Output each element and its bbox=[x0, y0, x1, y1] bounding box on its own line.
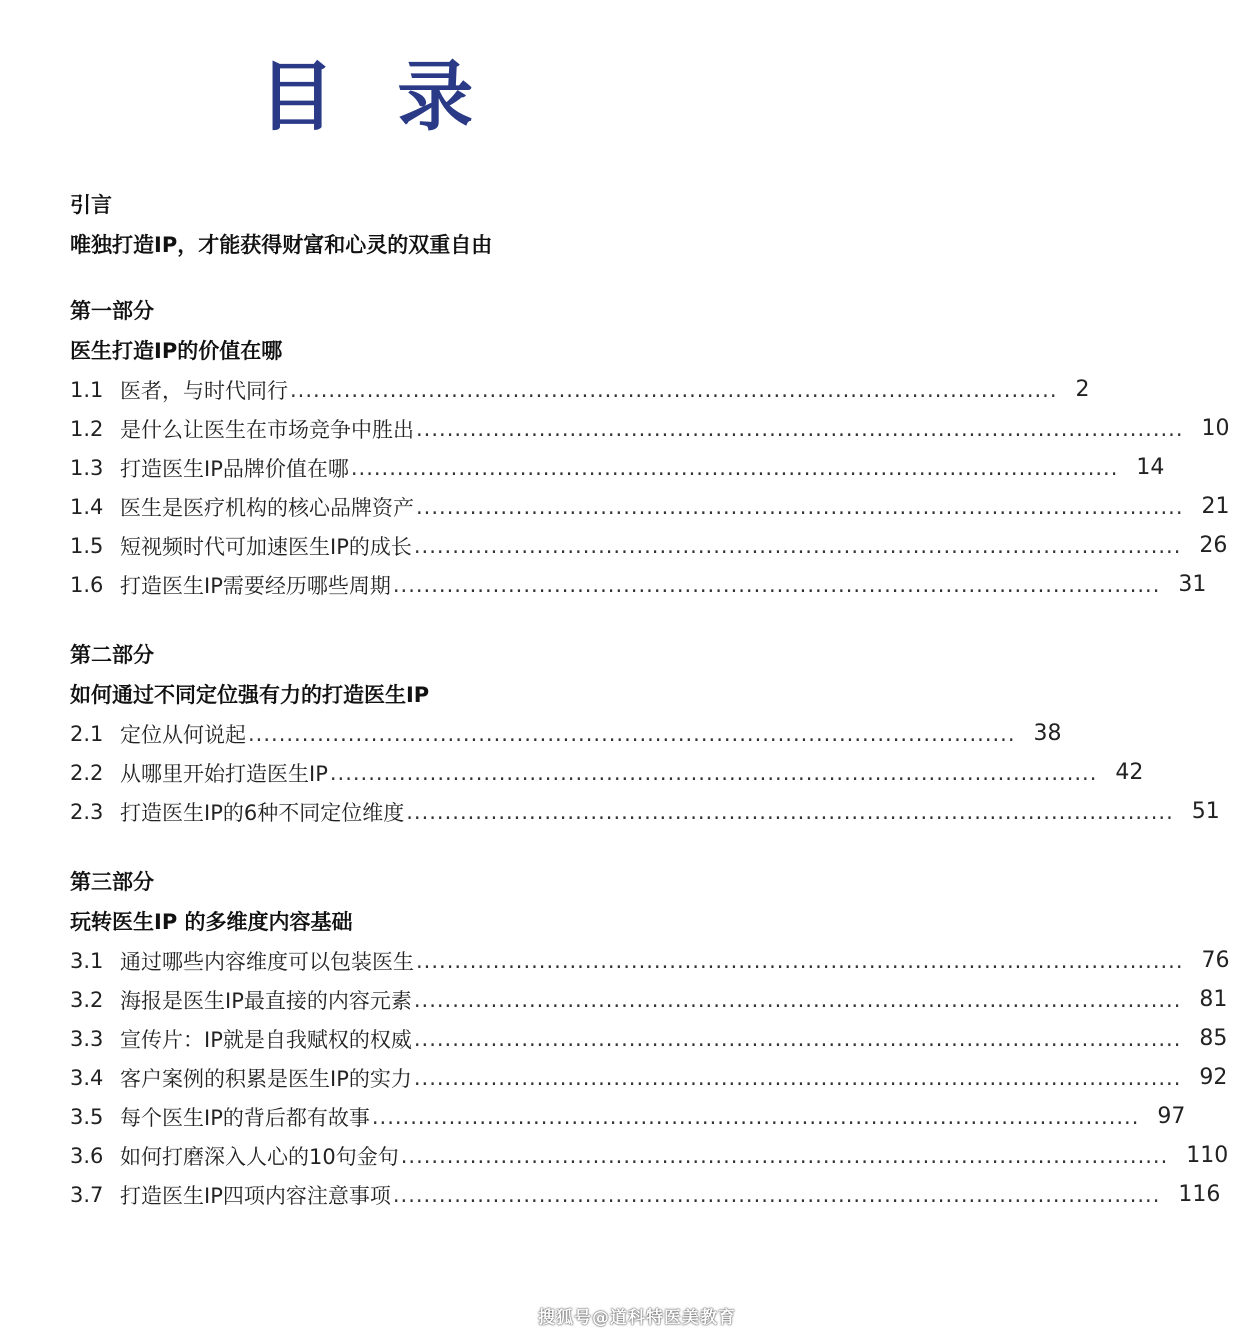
dot-leader: .................................................................................................... bbox=[416, 416, 1184, 441]
page-title: 目 录 bbox=[258, 52, 492, 141]
toc-entry[interactable] bbox=[70, 1058, 1228, 1097]
entry-list bbox=[70, 370, 1230, 604]
entry-number: 2.3 bbox=[70, 799, 104, 824]
entry-page-number: 92 bbox=[1199, 1065, 1228, 1090]
entry-number: 3.6 bbox=[70, 1143, 104, 1168]
entry-number: 1.2 bbox=[70, 416, 104, 441]
entry-number: 3.4 bbox=[70, 1065, 104, 1090]
intro-heading: 唯独打造IP，才能获得财富和心灵的双重自由 bbox=[70, 233, 493, 257]
entry-title: 海报是医生IP最直接的内容元素 bbox=[120, 988, 412, 1013]
watermark-label: 搜狐号@道科特医美教育 bbox=[538, 1308, 736, 1328]
entry-number: 1.1 bbox=[70, 377, 104, 402]
entry-page-number: 38 bbox=[1033, 721, 1062, 746]
entry-title: 打造医生IP四项内容注意事项 bbox=[120, 1183, 391, 1208]
intro-label: 引言 bbox=[70, 193, 112, 217]
toc-entry[interactable] bbox=[70, 370, 1090, 409]
entry-title: 打造医生IP品牌价值在哪 bbox=[120, 456, 349, 481]
toc-entry[interactable] bbox=[70, 941, 1230, 980]
toc-entry[interactable] bbox=[70, 714, 1062, 753]
part-heading: 医生打造IP的价值在哪 bbox=[70, 339, 283, 363]
entry-title: 医生是医疗机构的核心品牌资产 bbox=[120, 495, 414, 520]
entry-number: 1.5 bbox=[70, 533, 104, 558]
entry-title: 定位从何说起 bbox=[120, 722, 246, 747]
entry-number: 3.2 bbox=[70, 987, 104, 1012]
intro-section bbox=[70, 190, 680, 260]
dot-leader: .................................................................................................... bbox=[248, 721, 1016, 746]
dot-leader: .................................................................................................... bbox=[329, 760, 1098, 785]
dot-leader: .................................................................................................... bbox=[392, 1182, 1161, 1207]
entry-title: 宣传片：IP就是自我赋权的权威 bbox=[120, 1027, 412, 1052]
dot-leader: .................................................................................................... bbox=[413, 1065, 1182, 1090]
entry-page-number: 10 bbox=[1201, 416, 1230, 441]
toc-entry[interactable] bbox=[70, 792, 1220, 831]
entry-page-number: 42 bbox=[1115, 760, 1144, 785]
toc-entry[interactable] bbox=[70, 1019, 1228, 1058]
entry-title: 打造医生IP需要经历哪些周期 bbox=[120, 573, 391, 598]
entry-title: 如何打磨深入人心的10句金句 bbox=[120, 1144, 399, 1169]
part-heading: 如何通过不同定位强有力的打造医生IP bbox=[70, 683, 430, 707]
entry-page-number: 110 bbox=[1186, 1143, 1229, 1168]
part-label: 第三部分 bbox=[70, 870, 154, 894]
part-1-section bbox=[70, 296, 1230, 604]
part-3-section bbox=[70, 867, 1230, 1214]
toc-entry[interactable] bbox=[70, 448, 1165, 487]
entry-title: 每个医生IP的背后都有故事 bbox=[120, 1105, 370, 1130]
toc-entry[interactable] bbox=[70, 409, 1230, 448]
dot-leader: .................................................................................................... bbox=[350, 455, 1119, 480]
dot-leader: .................................................................................................... bbox=[413, 987, 1182, 1012]
entry-number: 2.1 bbox=[70, 721, 104, 746]
entry-page-number: 76 bbox=[1201, 948, 1230, 973]
dot-leader: .................................................................................................... bbox=[406, 799, 1174, 824]
entry-title: 是什么让医生在市场竞争中胜出 bbox=[120, 417, 414, 442]
dot-leader: .................................................................................................... bbox=[400, 1143, 1169, 1168]
entry-list bbox=[70, 941, 1230, 1214]
dot-leader: .................................................................................................... bbox=[392, 572, 1161, 597]
entry-page-number: 85 bbox=[1199, 1026, 1228, 1051]
toc-entry[interactable] bbox=[70, 565, 1207, 604]
toc-entry[interactable] bbox=[70, 487, 1230, 526]
entry-number: 3.3 bbox=[70, 1026, 104, 1051]
entry-number: 3.5 bbox=[70, 1104, 104, 1129]
entry-page-number: 2 bbox=[1075, 377, 1090, 402]
entry-number: 1.4 bbox=[70, 494, 104, 519]
dot-leader: .................................................................................................... bbox=[371, 1104, 1140, 1129]
entry-title: 打造医生IP的6种不同定位维度 bbox=[120, 800, 405, 825]
dot-leader: .................................................................................................... bbox=[290, 377, 1058, 402]
toc-entry[interactable] bbox=[70, 1175, 1221, 1214]
entry-title: 通过哪些内容维度可以包装医生 bbox=[120, 949, 414, 974]
toc-entry[interactable] bbox=[70, 526, 1228, 565]
entry-page-number: 21 bbox=[1201, 494, 1230, 519]
dot-leader: .................................................................................................... bbox=[413, 1026, 1182, 1051]
entry-title: 客户案例的积累是医生IP的实力 bbox=[120, 1066, 412, 1091]
entry-number: 3.1 bbox=[70, 948, 104, 973]
dot-leader: .................................................................................................... bbox=[413, 533, 1182, 558]
entry-page-number: 14 bbox=[1136, 455, 1165, 480]
toc-entry[interactable] bbox=[70, 753, 1144, 792]
entry-title: 医者，与时代同行 bbox=[120, 378, 288, 403]
entry-page-number: 97 bbox=[1157, 1104, 1186, 1129]
toc-entry[interactable] bbox=[70, 1136, 1229, 1175]
entry-list bbox=[70, 714, 1220, 831]
part-2-section bbox=[70, 640, 1220, 831]
entry-page-number: 31 bbox=[1178, 572, 1207, 597]
entry-number: 2.2 bbox=[70, 760, 104, 785]
entry-title: 短视频时代可加速医生IP的成长 bbox=[120, 534, 412, 559]
part-label: 第一部分 bbox=[70, 299, 154, 323]
part-heading: 玩转医生IP 的多维度内容基础 bbox=[70, 910, 353, 934]
dot-leader: .................................................................................................... bbox=[416, 494, 1184, 519]
entry-page-number: 26 bbox=[1199, 533, 1228, 558]
toc-entry[interactable] bbox=[70, 980, 1228, 1019]
entry-page-number: 51 bbox=[1191, 799, 1220, 824]
dot-leader: .................................................................................................... bbox=[416, 948, 1184, 973]
entry-number: 1.6 bbox=[70, 572, 104, 597]
entry-number: 1.3 bbox=[70, 455, 104, 480]
part-label: 第二部分 bbox=[70, 643, 154, 667]
entry-page-number: 116 bbox=[1178, 1182, 1221, 1207]
entry-number: 3.7 bbox=[70, 1182, 104, 1207]
table-of-contents bbox=[70, 188, 1230, 1250]
toc-entry[interactable] bbox=[70, 1097, 1186, 1136]
entry-title: 从哪里开始打造医生IP bbox=[120, 761, 328, 786]
entry-page-number: 81 bbox=[1199, 987, 1228, 1012]
